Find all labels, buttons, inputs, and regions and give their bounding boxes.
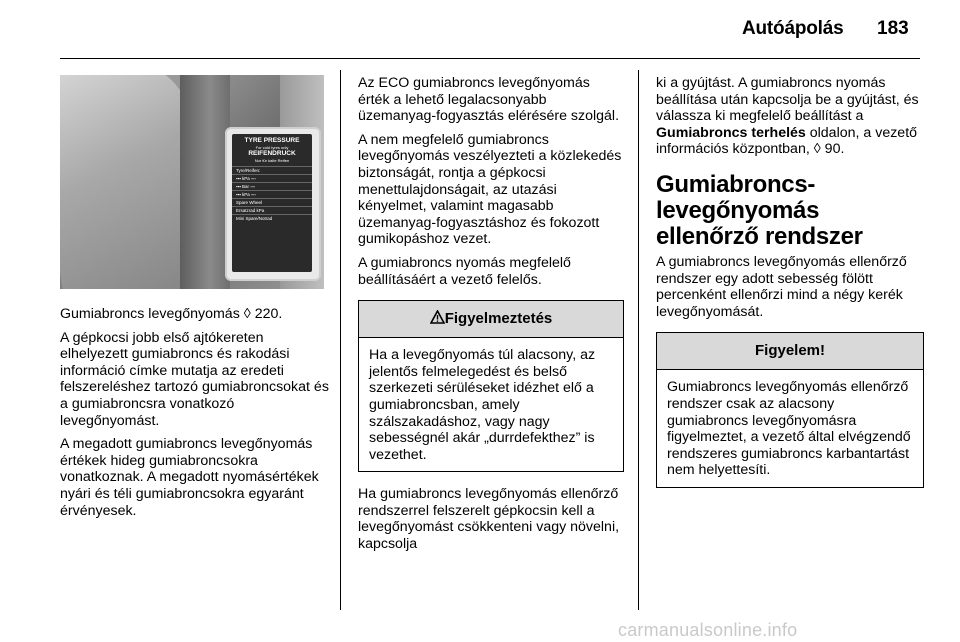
caution-box — [656, 332, 924, 488]
cold-tyre-paragraph: A megadott gumiabroncs levegőnyomás értékek hideg gumiabroncsokra vonatkoznak. A megadott nyomásértékek nyári és téli gumiabroncsokra egyaránt érvényesek. — [60, 436, 319, 519]
label-spare-row: Spare Wheel — [232, 198, 312, 206]
header-rule — [60, 58, 920, 59]
label-bar-row: ▪▪▪ Bar ▫▫▫ — [232, 182, 312, 190]
tyre-pressure-label — [225, 127, 321, 281]
door-pillar — [180, 75, 230, 289]
incorrect-pressure-paragraph: A nem megfelelő gumiabroncs levegőnyomás veszélyezteti a közlekedés biztonságát, rontja a gépkocsi menettulajdonságait, az utazási kényelmet, valamint magasabb üzemanyag-fogyasztáshoz és fokozott gumikopáshoz vezet. — [358, 131, 622, 248]
label-location-paragraph: A gépkocsi jobb első ajtókereten elhelyezett gumiabroncs és rakodási információ címke mutatja az eredeti felszereléshez tartozó gumiabroncsokat és a gumiabroncsra vonatkozó levegőnyomást. — [60, 329, 329, 429]
warning-text: Ha a levegőnyomás túl alacsony, az jelentős felmelegedést és belső szerkezeti sérüléseket idézhet elő a gumiabroncsban, amely szálszakadáshoz, vagy nagy sebességnél akár „durrdefekthez” is vezethet. — [369, 347, 596, 463]
label-kpa-row-1: ▪▪▪ kPa ▫▫▫ — [232, 174, 312, 182]
warning-box — [358, 300, 624, 472]
column-1 — [60, 306, 330, 526]
column-3 — [656, 75, 924, 502]
caution-text: Gumiabroncs levegőnyomás ellenőrző rendszer csak az alacsony gumiabroncs levegőnyomásra figyelmeztet, a vezető által elvégzendő rendszeres gumiabroncs karbantartást nem helyettesíti. — [667, 379, 911, 479]
page-number: 183 — [877, 18, 909, 39]
watermark: carmanualsonline.info — [618, 620, 798, 640]
warning-triangle-icon — [430, 310, 445, 324]
section-heading: Gumiabroncs-levegőnyomás ellenőrző rendszer — [656, 170, 863, 250]
column-divider-1 — [340, 70, 341, 610]
column-divider-2 — [638, 70, 639, 610]
running-header-title: Autóápolás — [742, 18, 844, 39]
eco-pressure-paragraph: Az ECO gumiabroncs levegőnyomás érték a lehető legalacsonyabb üzemanyag-fogyasztás elérésére szolgál. — [358, 75, 620, 125]
tpms-adjust-paragraph: Ha gumiabroncs levegőnyomás ellenőrző rendszerrel felszerelt gépkocsin kell a levegőnyomást csökkenteni vagy növelni, kapcsolja — [358, 486, 620, 553]
label-mini-spare-row: Mini Spare/Notrad — [232, 214, 312, 222]
ignition-paragraph: ki a gyújtást. A gumiabroncs nyomás beállítása után kapcsolja be a gyújtást, és válassza ki megfelelő beállítást a Gumiabroncs terhelés oldalon, a vezető információs központban, ◊ 90. — [656, 75, 919, 158]
label-title: TYRE PRESSURE — [244, 137, 300, 144]
tyre-pressure-label-face — [232, 134, 312, 272]
driver-responsibility-paragraph: A gumiabroncs nyomás megfelelő beállításáért a vezető felelős. — [358, 254, 571, 288]
menu-term: Gumiabroncs terhelés — [656, 124, 806, 141]
warning-header — [359, 301, 623, 338]
caution-header: Figyelem! — [657, 333, 923, 370]
label-subtitle: For cold tyres only — [255, 145, 289, 150]
label-ersatzrad-row: Ersatzrad kPa — [232, 206, 312, 214]
door-frame-photo — [60, 75, 324, 289]
label-title-de: REIFENDRUCK — [248, 150, 296, 157]
label-tyre-row: Tyre/Reifen: — [232, 166, 312, 174]
tyre-pressure-reference: Gumiabroncs levegőnyomás ◊ 220. — [60, 306, 283, 322]
label-kpa-row-2: ▪▪▪ kPa ▫▫▫ — [232, 190, 312, 198]
tpms-description-paragraph: A gumiabroncs levegőnyomás ellenőrző rendszer egy adott sebesség fölött percenként ellenőrzi mind a négy kerék levegőnyomását. — [656, 253, 907, 320]
column-2 — [358, 75, 624, 560]
label-subtitle-de: Nur für kalte Reifen — [254, 158, 290, 163]
warning-title: Figyelmeztetés — [444, 310, 553, 328]
